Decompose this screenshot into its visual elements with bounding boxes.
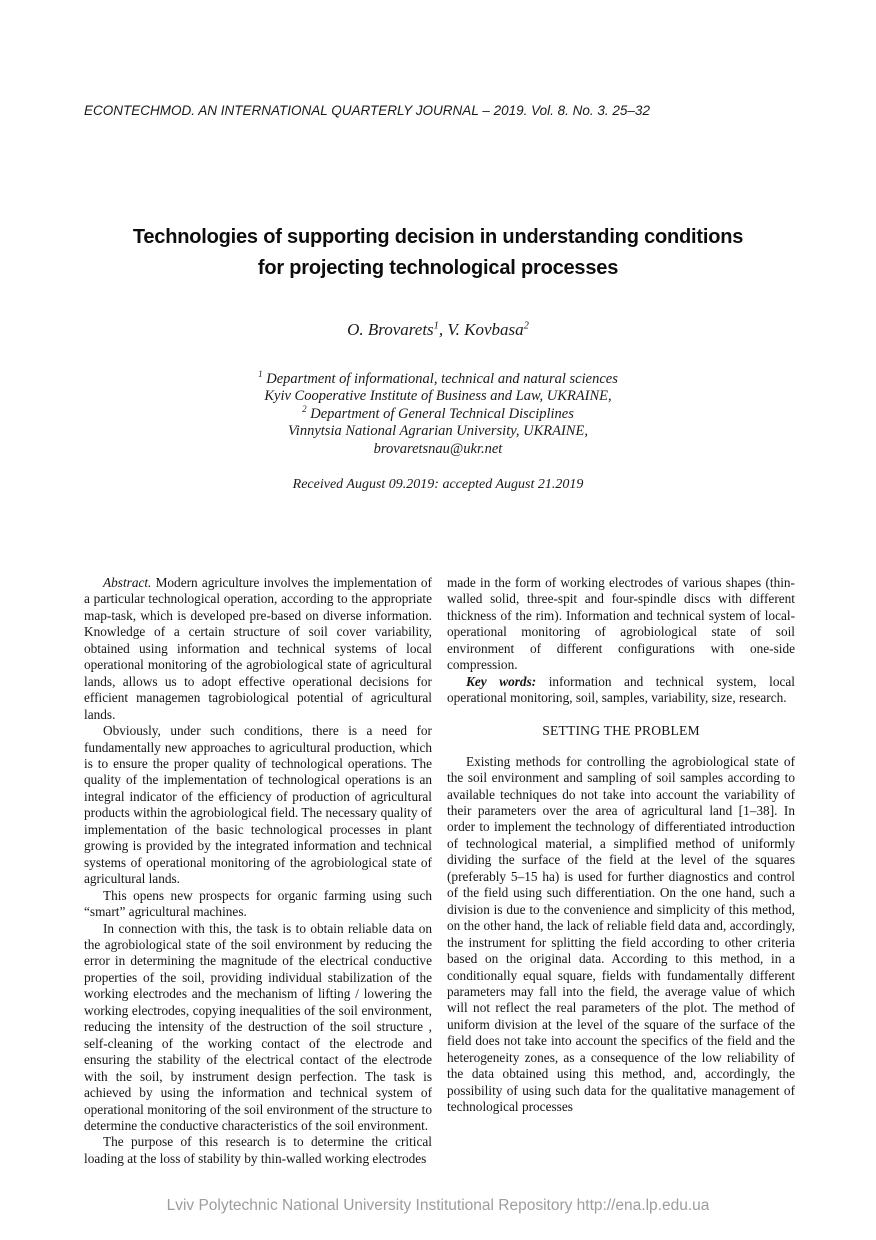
abstract-text: Modern agriculture involves the implementation of a particular technological operation, according to the appropriate map-task, which is developed pre-based on diverse information. Knowledge of a certain structure of soil cover variability, obtained using information and technical systems of local operational monitoring of the agrobiological state of agricultural lands, allows us to adopt effective operational decisions for efficient managemen tagrobiological potential of agricultural lands. (84, 575, 432, 722)
right-column (447, 575, 795, 1167)
author-1-affiliation-ref: 1 (433, 320, 439, 332)
affiliation-1-marker: 1 (258, 369, 263, 380)
authors-separator: , (438, 320, 448, 339)
left-column (84, 575, 432, 1167)
author-email: brovaretsnau@ukr.net (373, 440, 503, 457)
section-heading-setting-the-problem: SETTING THE PROBLEM (542, 722, 700, 738)
authors-line (0, 320, 876, 340)
repository-footer: Lviv Polytechnic National University Institutional Repository http://ena.lp.edu.ua (166, 1197, 710, 1214)
author-1-name: O. Brovarets (347, 320, 434, 339)
abstract-label: Abstract. (103, 575, 152, 590)
abstract-paragraph-5: The purpose of this research is to determine the critical loading at the loss of stability by thin-walled working electrodes (84, 1134, 432, 1166)
keywords-paragraph (447, 674, 795, 707)
keywords-label: Key words: (466, 673, 537, 689)
affiliation-line-2: Kyiv Cooperative Institute of Business and Law, UKRAINE, (264, 388, 612, 405)
paper-title (0, 222, 876, 284)
body-columns (84, 575, 795, 1167)
abstract-paragraph-3: This opens new prospects for organic farming using such “smart” agricultural machines. (84, 887, 432, 920)
affiliation-2-marker: 2 (302, 403, 307, 414)
affiliations-block (0, 371, 876, 458)
affiliation-line-1 (0, 371, 876, 388)
author-2-affiliation-ref: 2 (523, 320, 529, 332)
abstract-paragraph-2: Obviously, under such conditions, there is a need for fundamentally new approaches to agricultural production, which is to ensure the proper quality of technological operations. The quality of the implementation of technological operations is an integral indicator of the efficiency of production of agricultural products within the agrobiological field. The necessary quality of implementation of the basic technological processes in plant growing is provided by the integrated information and technical systems of operational monitoring of the agrobiological state of agricultural lands. (84, 723, 432, 887)
affiliation-line-4: Vinnytsia National Agrarian University, UKRAINE, (288, 423, 588, 440)
received-accepted-dates: Received August 09.2019: accepted August 21.2019 (292, 477, 584, 492)
journal-header: ECONTECHMOD. AN INTERNATIONAL QUARTERLY JOURNAL – 2019. Vol. 8. No. 3. 25–32 (84, 103, 650, 118)
affiliation-1-text: Department of informational, technical and natural sciences (262, 371, 618, 387)
affiliation-2-text: Department of General Technical Disciplines (306, 405, 574, 422)
abstract-continuation-paragraph: made in the form of working electrodes of various shapes (thin-walled solid, three-spit and four-spindle discs with different thickness of the rim). Information and technical system of local-operational monitoring of agrobiological state of soil environment of different configurations with one-side compression. (447, 575, 795, 673)
abstract-paragraph (84, 575, 432, 723)
author-2-name: V. Kovbasa (447, 320, 524, 339)
abstract-paragraph-4: In connection with this, the task is to obtain reliable data on the agrobiological state of the soil environment by reducing the error in determining the magnitude of the electrical conductive properties of the soil, providing individual stabilization of the working electrodes and the mechanism of lifting / lowering the working electrodes, copying inequalities of the soil environment, reducing the intensity of the destruction of the soil structure , self-cleaning of the working contact of the electrode and ensuring the stability of the electrical contact of the electrode with the soil, by instrument design perfection. The task is achieved by using the information and technical system of operational monitoring of the soil environment of the structure to determine the conductive characteristics of the soil environment. (84, 920, 432, 1133)
affiliation-line-3 (0, 403, 876, 423)
body-paragraph: Existing methods for controlling the agrobiological state of the soil environment and sampling of soil samples according to available techniques do not take into account the variability of their parameters over the area of agricultural land [1–38]. In order to implement the technology of differentiated introduction of technological material, a simplified method of uniformly dividing the surface of the field at the level of the squares (preferably 5–15 ha) is used for further diagnostics and control of the field using such differentiation. On the one hand, such a division is due to the convenience and simplicity of this method, on the other hand, the lack of reliable field data and, accordingly, the instrument for splitting the field according to other criteria based on the original data. According to this method, in a conditionally equal square, fields with fundamentally different parameters may fall into the field, the average value of which will not reflect the real parameters of the plot. The method of uniform division at the level of the square of the surface of the field does not take into account the specifics of the field and the heterogeneity zones, as a consequence of the low reliability of the data obtained using this method, and, accordingly, the possibility of using such data for the qualitative management of technological processes (447, 753, 795, 1115)
keywords-text: information and technical system, local operational monitoring, soil, samples, variability, size, research. (447, 673, 795, 706)
paper-title-line-2: for projecting technological processes (257, 257, 619, 279)
paper-title-line-1: Technologies of supporting decision in understanding conditions (132, 226, 744, 248)
